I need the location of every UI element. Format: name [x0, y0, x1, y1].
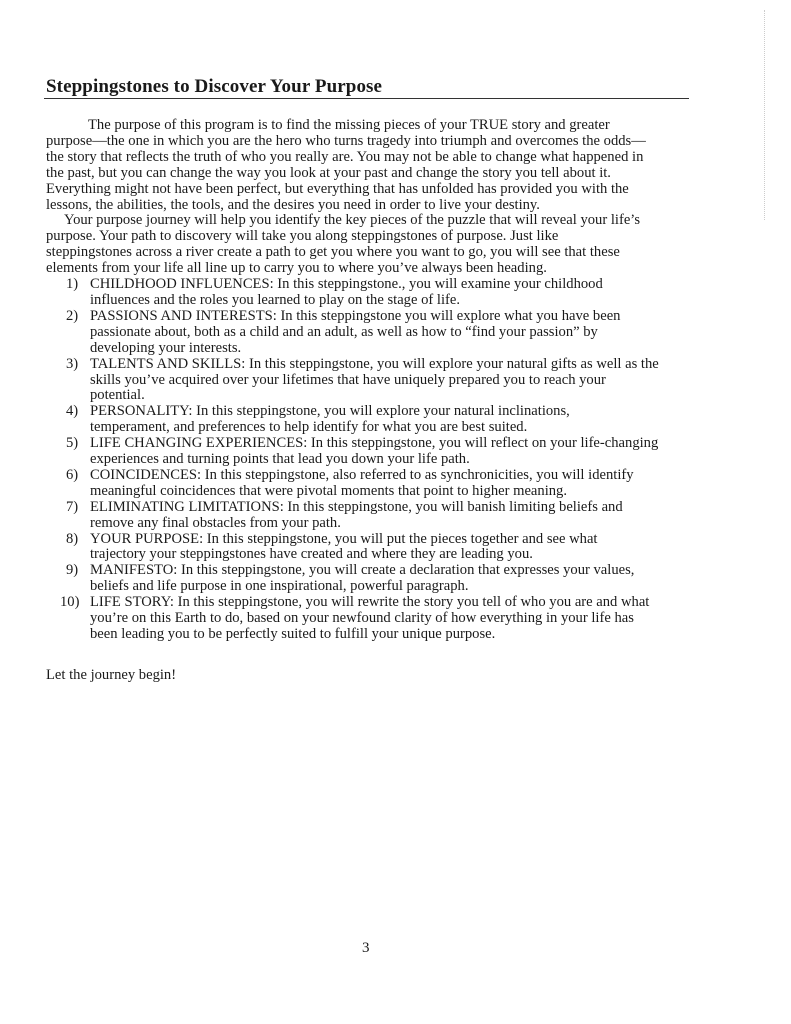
list-item-number: 7): [66, 498, 79, 515]
closing-line: Let the journey begin!: [46, 667, 177, 683]
list-item-number: 2): [66, 307, 79, 324]
list-item: [46, 436, 696, 468]
journey-paragraph: [46, 213, 696, 277]
text-line: influences and the roles you learned to play on the stage of life.: [90, 291, 460, 308]
text-line: developing your interests.: [90, 339, 242, 356]
text-line: CHILDHOOD INFLUENCES: In this steppingstone., you will examine your childhood: [90, 276, 603, 293]
text-line: YOUR PURPOSE: In this steppingstone, you will put the pieces together and see what: [90, 530, 598, 547]
text-line: purpose. Your path to discovery will take you along steppingstones of purpose. Just like: [46, 228, 559, 245]
text-line: you’re on this Earth to do, based on your newfound clarity of how everything in your life has: [90, 610, 634, 627]
text-line: PERSONALITY: In this steppingstone, you will explore your natural inclinations,: [90, 403, 570, 420]
text-line: beliefs and life purpose in one inspirational, powerful paragraph.: [90, 578, 469, 595]
text-line: temperament, and preferences to help identify for what you are best suited.: [90, 419, 528, 436]
list-item: [46, 563, 696, 595]
text-line: PASSIONS AND INTERESTS: In this steppingstone you will explore what you have been: [90, 307, 621, 324]
text-line: the story that reflects the truth of who you really are. You may not be able to change what happened in: [46, 148, 644, 165]
list-item: [46, 468, 696, 500]
text-line: skills you’ve acquired over your lifetimes that have uniquely prepared you to reach your: [90, 371, 606, 388]
text-line: LIFE STORY: In this steppingstone, you will rewrite the story you tell of who you are and what: [90, 594, 650, 611]
steppingstones-list: [46, 277, 696, 643]
list-item: [46, 532, 696, 564]
text-line: passionate about, both as a child and an adult, as well as how to “find your passion” by: [90, 323, 598, 340]
text-line: Your purpose journey will help you identify the key pieces of the puzzle that will reveal your life’s: [64, 212, 641, 229]
scan-margin-mark: [764, 10, 766, 220]
text-line: Everything might not have been perfect, but everything that has unfolded has provided you with the: [46, 180, 629, 197]
document-body: [46, 118, 696, 643]
list-item: [46, 309, 696, 357]
text-line: experiences and turning points that lead you down your life path.: [90, 451, 470, 468]
intro-paragraph: [46, 118, 696, 213]
text-line: ELIMINATING LIMITATIONS: In this steppingstone, you will banish limiting beliefs and: [90, 498, 623, 515]
list-item-number: 8): [66, 530, 79, 547]
text-line: TALENTS AND SKILLS: In this steppingstone, you will explore your natural gifts as well as the: [90, 355, 659, 372]
page-title: Steppingstones to Discover Your Purpose: [46, 76, 383, 97]
list-item-number: 4): [66, 403, 79, 420]
text-line: purpose—the one in which you are the hero who turns tragedy into triumph and overcomes the odds—: [46, 132, 646, 149]
text-line: the past, but you can change the way you look at your past and change the story you tell about it.: [46, 164, 611, 181]
text-line: potential.: [90, 387, 145, 404]
text-line: steppingstones across a river create a path to get you where you want to go, you will see that these: [46, 244, 620, 261]
list-item-number: 6): [66, 466, 79, 483]
list-item: [46, 357, 696, 405]
list-item-number: 3): [66, 355, 79, 372]
list-item: [46, 500, 696, 532]
list-item: [46, 277, 696, 309]
list-item-number: 1): [66, 276, 79, 293]
page-number: 3: [362, 940, 370, 956]
text-line: LIFE CHANGING EXPERIENCES: In this steppingstone, you will reflect on your life-changing: [90, 435, 659, 452]
text-line: remove any final obstacles from your path.: [90, 514, 341, 531]
text-line: trajectory your steppingstones have created and where they are leading you.: [90, 546, 533, 563]
list-item: [46, 404, 696, 436]
title-rule: [44, 98, 689, 99]
list-item-number: 9): [66, 562, 79, 579]
list-item-number: 5): [66, 435, 79, 452]
text-line: MANIFESTO: In this steppingstone, you will create a declaration that expresses your values,: [90, 562, 635, 579]
list-item-number: 10): [60, 594, 80, 611]
text-line: COINCIDENCES: In this steppingstone, also referred to as synchronicities, you will identify: [90, 466, 634, 483]
text-line: meaningful coincidences that were pivotal moments that point to higher meaning.: [90, 482, 568, 499]
text-line: lessons, the abilities, the tools, and the desires you need in order to live your destiny.: [46, 196, 540, 213]
list-item: [46, 595, 696, 643]
text-line: been leading you to be perfectly suited to fulfill your unique purpose.: [90, 626, 496, 642]
text-line: The purpose of this program is to find the missing pieces of your TRUE story and greater: [88, 117, 610, 133]
text-line: elements from your life all line up to carry you to where you’ve always been heading.: [46, 260, 547, 277]
